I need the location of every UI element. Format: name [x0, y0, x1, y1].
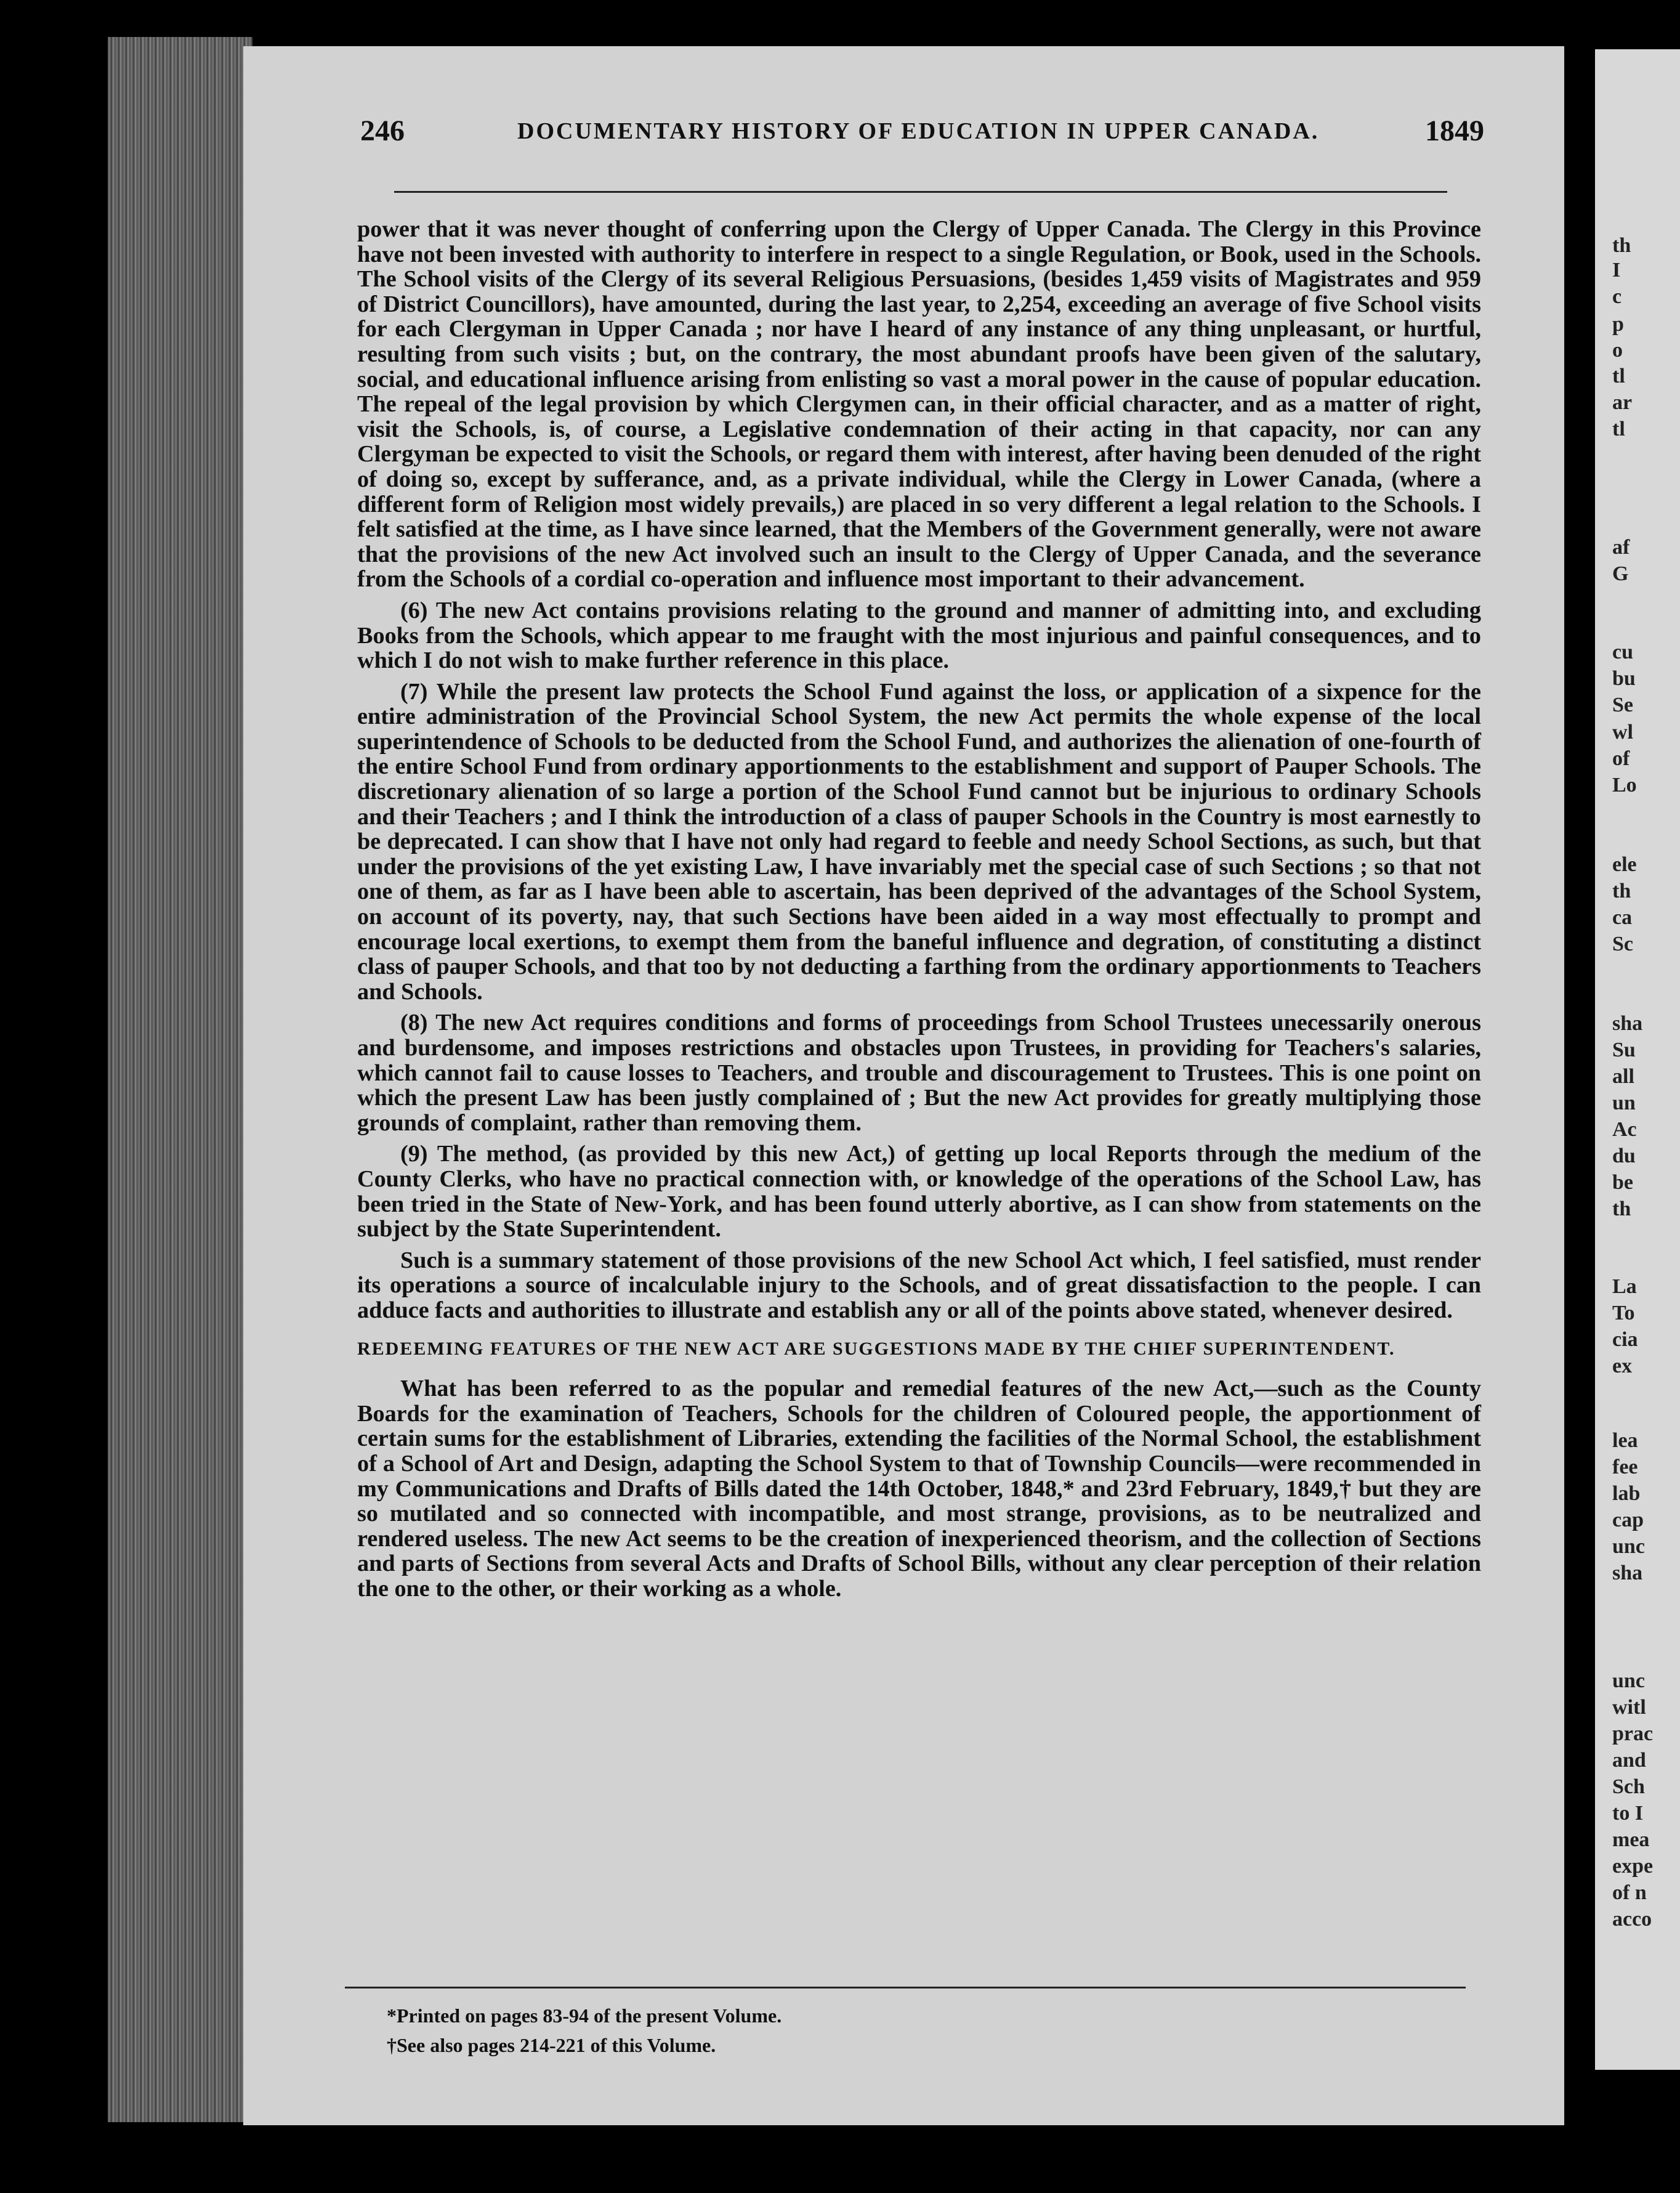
running-header	[354, 114, 1490, 151]
facing-page-fragment: Se	[1612, 694, 1633, 716]
footnotes	[387, 2001, 1434, 2060]
section-heading: REDEEMING FEATURES OF THE NEW ACT ARE SUGGESTIONS MADE BY THE CHIEF SUPERINTENDENT.	[357, 1338, 1395, 1359]
paragraph: (8) The new Act requires conditions and forms of proceedings from School Trustees unecessarily onerous and burdensome, and imposes restrictions and obstacles upon Trustees, in providing for Teachers's salaries, which cannot fail to cause losses to Teachers, and trouble and discouragement to Trustees. This is one point on which the present Law has been justly complained of ; But the new Act provides for greatly multiplying those grounds of complaint, rather than removing them.	[357, 1010, 1481, 1136]
facing-page-fragment: un	[1612, 1092, 1636, 1114]
facing-page-fragment: Lo	[1612, 774, 1637, 797]
facing-page-fragment: cap	[1612, 1509, 1644, 1531]
facing-page-fragment: unc	[1612, 1535, 1645, 1558]
header-year: 1849	[1425, 115, 1484, 147]
facing-page-fragment: fee	[1612, 1456, 1638, 1478]
facing-page-fragment: th	[1612, 880, 1631, 902]
facing-page-fragment: wl	[1612, 721, 1633, 744]
facing-page-fragment: mea	[1612, 1828, 1650, 1851]
facing-page-fragment: tl	[1612, 418, 1625, 440]
paragraph: (6) The new Act contains provisions relating to the ground and manner of admitting into, and excluding Books from the Schools, which appear to me fraught with the most injurious and painful consequences, and to which I do not wish to make further reference in this place.	[357, 597, 1481, 674]
facing-page-fragment: ele	[1612, 853, 1637, 876]
facing-page-fragment: Sch	[1612, 1775, 1645, 1798]
facing-page-fragment: of	[1612, 747, 1630, 770]
facing-page-fragment: acco	[1612, 1908, 1652, 1931]
facing-page-fragment: and	[1612, 1749, 1646, 1772]
facing-page-fragment: expe	[1612, 1855, 1654, 1878]
body-text	[357, 217, 1481, 1607]
facing-page-fragment: du	[1612, 1145, 1636, 1167]
facing-page-fragment: lab	[1612, 1482, 1641, 1505]
facing-page-fragment: witl	[1612, 1696, 1646, 1719]
facing-page-fragment: th	[1612, 1198, 1631, 1220]
running-title: DOCUMENTARY HISTORY OF EDUCATION IN UPPER CANADA.	[517, 118, 1320, 144]
facing-page-fragment: be	[1612, 1171, 1633, 1194]
book-page-edges	[108, 37, 252, 2122]
facing-page-fragment: c	[1612, 285, 1622, 308]
facing-page-fragment: I	[1612, 259, 1621, 282]
facing-page-fragment: sha	[1612, 1012, 1643, 1035]
paragraph: (9) The method, (as provided by this new Act,) of getting up local Reports through the medium of the County Clerks, who have no practical connection with, or knowledge of the operations of the School Law, has been tried in the State of New-York, and has been found utterly abortive, as I can show from statements on the subject by the State Superintendent.	[357, 1141, 1481, 1242]
facing-page-strip	[1595, 49, 1680, 2070]
facing-page-fragment: La	[1612, 1275, 1637, 1298]
facing-page-fragment: prac	[1612, 1722, 1654, 1745]
facing-page-fragment: cia	[1612, 1328, 1638, 1351]
paragraph: What has been referred to as the popular and remedial features of the new Act,—such as the County Boards for the examination of Teachers, Schools for the children of Coloured people, the apportionment of certain sums for the establishment of Libraries, extending the facilities of the Normal School, the establishment of a School of Art and Design, adapting the School System to that of Township Councils—were recommended in my Communications and Drafts of Bills dated the 14th October, 1848,* and 23rd February, 1849,† but they are so mutilated and so connected with incompatible, and most strange, provisions, as to be neutralized and rendered useless. The new Act seems to be the creation of inexperienced theorism, and the collection of Sections and parts of Sections from several Acts and Drafts of School Bills, without any clear perception of their relation the one to the other, or their working as a whole.	[357, 1376, 1481, 1602]
facing-page-fragment: af	[1612, 536, 1630, 559]
facing-page-fragment: Sc	[1612, 933, 1633, 955]
facing-page-fragment: sha	[1612, 1562, 1643, 1584]
facing-page-fragment: bu	[1612, 667, 1636, 690]
facing-page-fragment: to I	[1612, 1802, 1644, 1825]
facing-page-fragment: ar	[1612, 391, 1633, 414]
facing-page-fragment: Ac	[1612, 1118, 1637, 1141]
facing-page-fragment: To	[1612, 1302, 1635, 1324]
facing-page-fragment: G	[1612, 562, 1629, 585]
footnote-rule	[345, 1987, 1466, 1988]
facing-page-fragment: of n	[1612, 1881, 1647, 1904]
paragraph: (7) While the present law protects the School Fund against the loss, or application of a sixpence for the entire administration of the Provincial School System, the new Act permits the whole expense of the local superintendence of Schools to be deducted from the School Fund, and authorizes the alienation of one-fourth of the entire School Fund from ordinary apportionments to the establishment and support of Pauper Schools. The discretionary alienation of so large a portion of the School Fund cannot but be injurious to ordinary Schools and their Teachers ; and I think the introduction of a class of pauper Schools in the Country is most earnestly to be deprecated. I can show that I have not only had regard to feeble and needy School Sections, as such, but that under the provisions of the yet existing Law, I have invariably met the special case of such Sections ; so that not one of them, as far as I have been able to ascertain, has been deprived of the advantages of the School System, on account of its poverty, nay, that such Sections have been aided in a way most effectually to prompt and encourage local exertions, to exempt them from the baneful influence and degration, of constituting a distinct class of pauper Schools, and that too by not deducting a farthing from the ordinary apportionments to Teachers and Schools.	[357, 678, 1481, 1005]
facing-page-fragment: p	[1612, 313, 1624, 336]
paragraph: Such is a summary statement of those provisions of the new School Act which, I feel satisfied, must render its operations a source of incalculable injury to the Schools, and of great dissatisfaction to the people. I can adduce facts and authorities to illustrate and establish any or all of the points above stated, whenever desired.	[357, 1247, 1481, 1323]
facing-page-fragment: all	[1612, 1065, 1634, 1088]
page-number: 246	[360, 115, 405, 147]
footnote: *Printed on pages 83-94 of the present Volume.	[387, 2005, 782, 2027]
paragraph: power that it was never thought of conferring upon the Clergy of Upper Canada. The Clergy in this Province have not been invested with authority to interfere in respect to a single Regulation, or Book, used in the Schools. The School visits of the Clergy of its several Religious Persuasions, (besides 1,459 visits of Magistrates and 959 of District Councillors), have amounted, during the last year, to 2,254, exceeding an average of five School visits for each Clergyman in Upper Canada ; nor have I heard of any instance of any thing unpleasant, or hurtful, resulting from such visits ; but, on the contrary, the most abundant proofs have been given of the salutary, social, and educational influence arising from enlisting so vast a moral power in the cause of popular education. The repeal of the legal provision by which Clergymen can, in their official character, and as a matter of right, visit the Schools, is, of course, a Legislative condemnation of their acting in that capacity, nor can any Clergyman be expected to visit the Schools, or regard them with interest, after having been denuded of the right of doing so, except by sufferance, and, as a private individual, while the Clergy in Lower Canada, (where a different form of Religion most widely prevails,) are placed in so very different a legal relation to the Schools. I felt satisfied at the time, as I have since learned, that the Members of the Government generally, were not aware that the provisions of the new Act involved such an insult to the Clergy of Upper Canada, and the severance from the Schools of a cordial co-operation and influence most important to their advancement.	[357, 216, 1481, 593]
footnote: †See also pages 214-221 of this Volume.	[387, 2034, 716, 2056]
facing-page-fragment: unc	[1612, 1669, 1645, 1692]
facing-page-fragment: o	[1612, 339, 1623, 362]
facing-page-fragment: lea	[1612, 1429, 1638, 1452]
facing-page-fragment: tl	[1612, 365, 1625, 387]
facing-page-fragment: th	[1612, 234, 1631, 257]
facing-page-fragment: cu	[1612, 641, 1633, 663]
facing-page-fragment: ca	[1612, 906, 1633, 929]
facing-page-fragment: ex	[1612, 1355, 1633, 1377]
header-rule	[394, 191, 1447, 193]
facing-page-fragment: Su	[1612, 1039, 1636, 1061]
